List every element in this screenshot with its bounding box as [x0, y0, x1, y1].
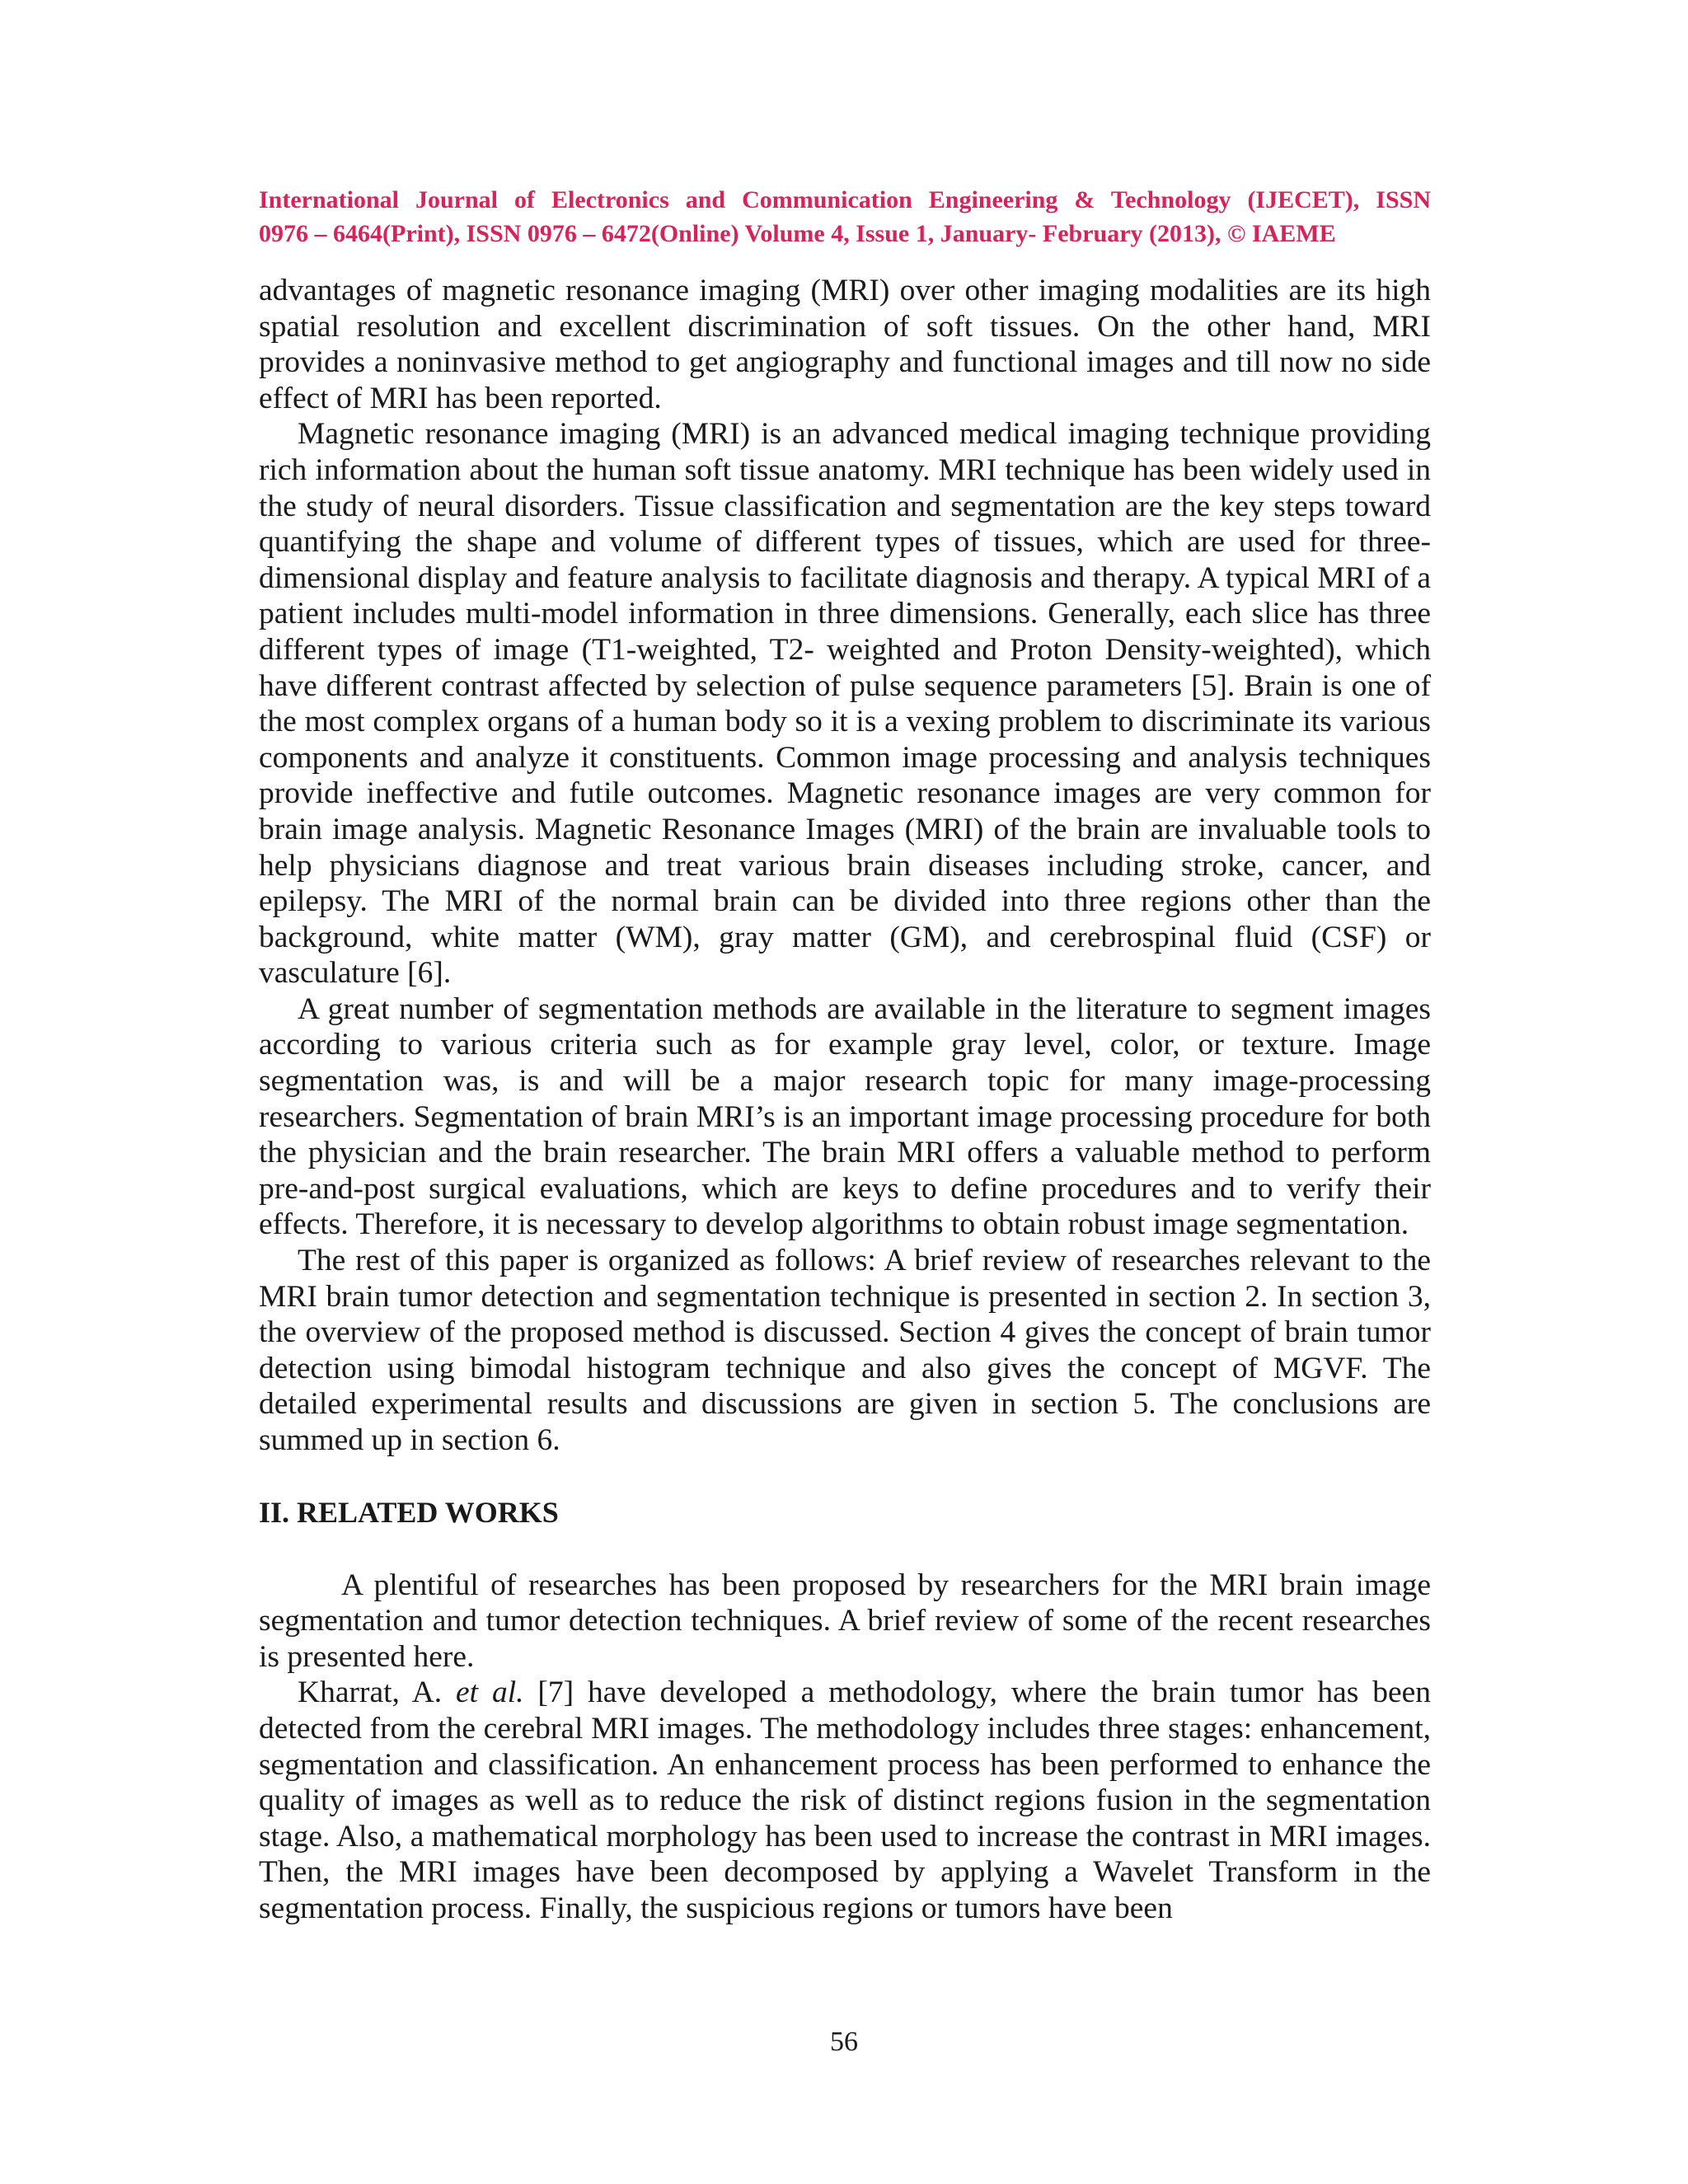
citation-et-al: et al.	[456, 1675, 524, 1710]
journal-header-line-1: International Journal of Electronics and Communication Engineering & Technology (IJECET), ISSN	[259, 186, 1431, 213]
paragraph-segmentation-methods: A great number of segmentation methods are available in the literature to segment images according to various criteria such as for example gray level, color, or texture. Image segmentation was, is and will be a major research topic for many image-processing researchers. Segmentation of brain MRI’s is an important image processing procedure for both the physician and the brain researcher. The brain MRI offers a valuable method to perform pre-and-post surgical evaluations, which are keys to define procedures and to verify their effects. Therefore, it is necessary to develop algorithms to obtain robust image segmentation.	[259, 991, 1431, 1242]
paragraph-mri-advantages: advantages of magnetic resonance imaging (MRI) over other imaging modalities are its high spatial resolution and excellent discrimination of soft tissues. On the other hand, MRI provides a noninvasive method to get angiography and functional images and till now no side effect of MRI has been reported.	[259, 274, 1431, 415]
journal-header	[259, 183, 1431, 251]
article-body	[259, 273, 1431, 1927]
paragraph-paper-organization: The rest of this paper is organized as follows: A brief review of researches relevant to the MRI brain tumor detection and segmentation technique is presented in section 2. In section 3, the overview of the proposed method is discussed. Section 4 gives the concept of brain tumor detection using bimodal histogram technique and also gives the concept of MGVF. The detailed experimental results and discussions are given in section 5. The conclusions are summed up in section 6.	[259, 1244, 1431, 1457]
paragraph-related-intro: A plentiful of researches has been proposed by researchers for the MRI brain image segmentation and tumor detection techniques. A brief review of some of the recent researches is presented here.	[259, 1568, 1431, 1674]
paragraph-mri-overview: Magnetic resonance imaging (MRI) is an advanced medical imaging technique providing rich information about the human soft tissue anatomy. MRI technique has been widely used in the study of neural disorders. Tissue classification and segmentation are the key steps toward quantifying the shape and volume of different types of tissues, which are used for three- dimensional display and feature analysis to facilitate diagnosis and therapy. A typical MRI of a patient includes multi-model information in three dimensions. Generally, each slice has three different types of image (T1-weighted, T2- weighted and Proton Density-weighted), which have different contrast affected by selection of pulse sequence parameters [5]. Brain is one of the most complex organs of a human body so it is a vexing problem to discriminate its various components and analyze it constituents. Common image processing and analysis techniques provide ineffective and futile outcomes. Magnetic resonance images are very common for brain image analysis. Magnetic Resonance Images (MRI) of the brain are invaluable tools to help physicians diagnose and treat various brain diseases including stroke, cancer, and epilepsy. The MRI of the normal brain can be divided into three regions other than the background, white matter (WM), gray matter (GM), and cerebrospinal fluid (CSF) or vasculature [6].	[259, 417, 1431, 991]
citation-author: Kharrat, A.	[298, 1675, 457, 1710]
section-heading-related-works: II. RELATED WORKS	[259, 1495, 559, 1529]
paragraph-kharrat-text: [7] have developed a methodology, where the brain tumor has been detected from the cerebral MRI images. The methodology includes three stages: enhancement, segmentation and classification. An enhancement process has been performed to enhance the quality of images as well as to reduce the risk of distinct regions fusion in the segmentation stage. Also, a mathematical morphology has been used to increase the contrast in MRI images. Then, the MRI images have been decomposed by applying a Wavelet Transform in the segmentation process. Finally, the suspicious regions or tumors have been	[259, 1675, 1431, 1925]
journal-header-line-2: 0976 – 6464(Print), ISSN 0976 – 6472(Online) Volume 4, Issue 1, January- February (2013), © IAEME	[259, 220, 1336, 247]
paragraph-kharrat	[259, 1675, 1431, 1926]
page-number: 56	[830, 2027, 858, 2057]
